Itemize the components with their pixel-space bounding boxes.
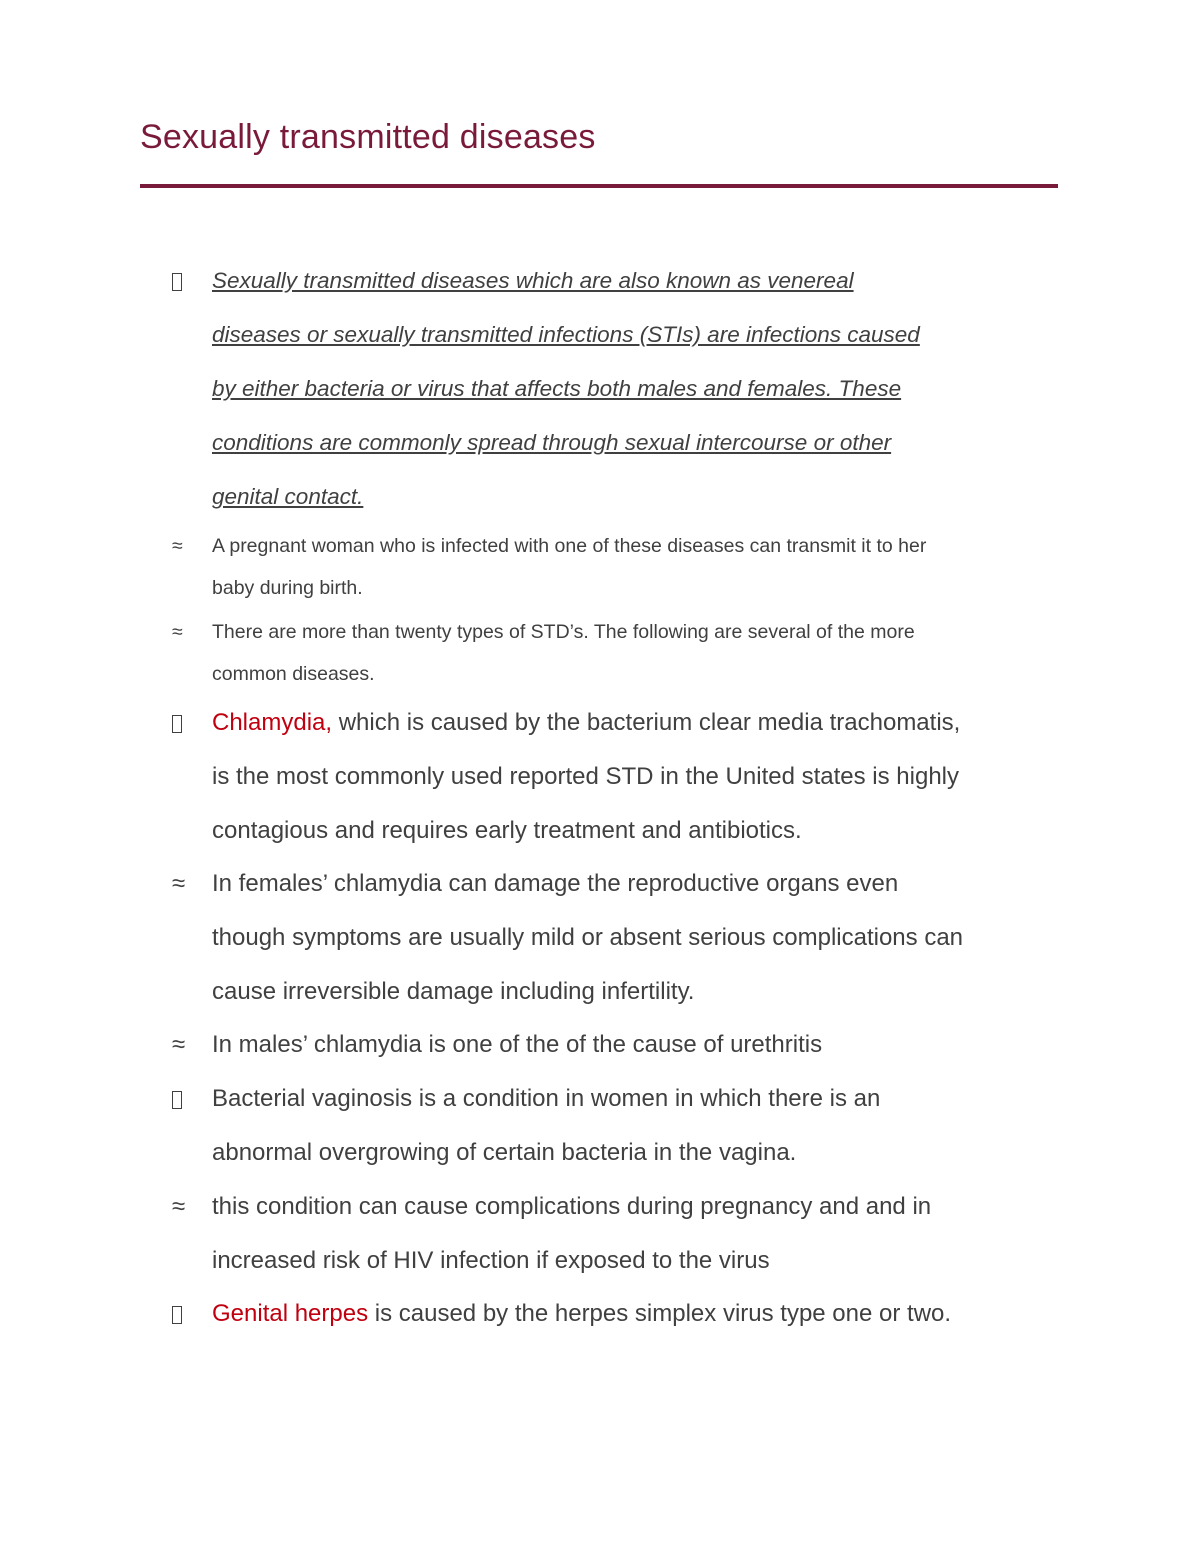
list-item-types (172, 611, 1062, 695)
list-item-chlamydia (172, 696, 1062, 858)
text-line (212, 696, 1062, 750)
text-line: is the most commonly used reported STD in the United states is highly (212, 763, 959, 790)
list-item-text (212, 1287, 1062, 1341)
approx-bullet-icon: ≈ (172, 1193, 186, 1220)
list-item-text (212, 254, 1062, 524)
text-line: contagious and requires early treatment and antibiotics. (212, 817, 802, 844)
text-line: though symptoms are usually mild or absent serious complications can (212, 924, 964, 951)
list-item-pregnant (172, 525, 1062, 609)
text-line: There are more than twenty types of STD’s. The following are several of the more (212, 621, 915, 643)
box-bullet-icon (172, 696, 202, 750)
approx-bullet-icon: ≈ (172, 535, 183, 557)
list-item-text (212, 696, 1062, 858)
list-item-text (212, 857, 1062, 1019)
box-bullet-icon (172, 1287, 202, 1341)
list-item-text (212, 1072, 1062, 1180)
text-segment: is caused by the herpes simplex virus type one or two. (368, 1300, 952, 1327)
title-divider (140, 184, 1058, 188)
list-item-text (212, 611, 1062, 695)
list-item-text (212, 1018, 1062, 1072)
list-item-vaginosis (172, 1072, 1062, 1180)
list-item-intro (172, 254, 1062, 524)
text-line: genital contact. (212, 484, 364, 509)
box-bullet-icon (172, 1072, 202, 1126)
list-item-herpes (172, 1287, 1062, 1341)
text-line: abnormal overgrowing of certain bacteria in the vagina. (212, 1139, 797, 1166)
text-line (212, 1287, 1062, 1341)
text-line: this condition can cause complications during pregnancy and and in (212, 1193, 932, 1220)
text-line: A pregnant woman who is infected with one of these diseases can transmit it to her (212, 535, 927, 557)
list-item-complications (172, 1180, 1062, 1288)
text-line: Sexually transmitted diseases which are also known as venereal (212, 268, 854, 293)
disease-name-highlight: Genital herpes (212, 1300, 369, 1327)
approx-bullet-icon: ≈ (172, 621, 183, 643)
text-segment: which is caused by the bacterium clear media trachomatis, (332, 709, 961, 736)
list-item-males (172, 1018, 1062, 1072)
text-line: diseases or sexually transmitted infections (STIs) are infections caused (212, 322, 920, 347)
text-line: baby during birth. (212, 577, 363, 599)
text-line: In males’ chlamydia is one of the of the cause of urethritis (212, 1031, 823, 1058)
list-item-females (172, 857, 1062, 1019)
text-line: increased risk of HIV infection if exposed to the virus (212, 1247, 770, 1274)
text-line: conditions are commonly spread through sexual intercourse or other (212, 430, 892, 455)
box-bullet-icon (172, 266, 202, 296)
list-item-text (212, 1180, 1062, 1288)
text-line: In females’ chlamydia can damage the reproductive organs even (212, 870, 899, 897)
text-line: Bacterial vaginosis is a condition in women in which there is an (212, 1085, 881, 1112)
page-title: Sexually transmitted diseases (140, 118, 596, 156)
approx-bullet-icon: ≈ (172, 870, 186, 897)
approx-bullet-icon: ≈ (172, 1031, 186, 1058)
list-item-text (212, 525, 1062, 609)
text-line: cause irreversible damage including infertility. (212, 978, 695, 1005)
text-line: common diseases. (212, 663, 375, 685)
disease-name-highlight: Chlamydia, (212, 709, 333, 736)
text-line: by either bacteria or virus that affects both males and females. These (212, 376, 902, 401)
